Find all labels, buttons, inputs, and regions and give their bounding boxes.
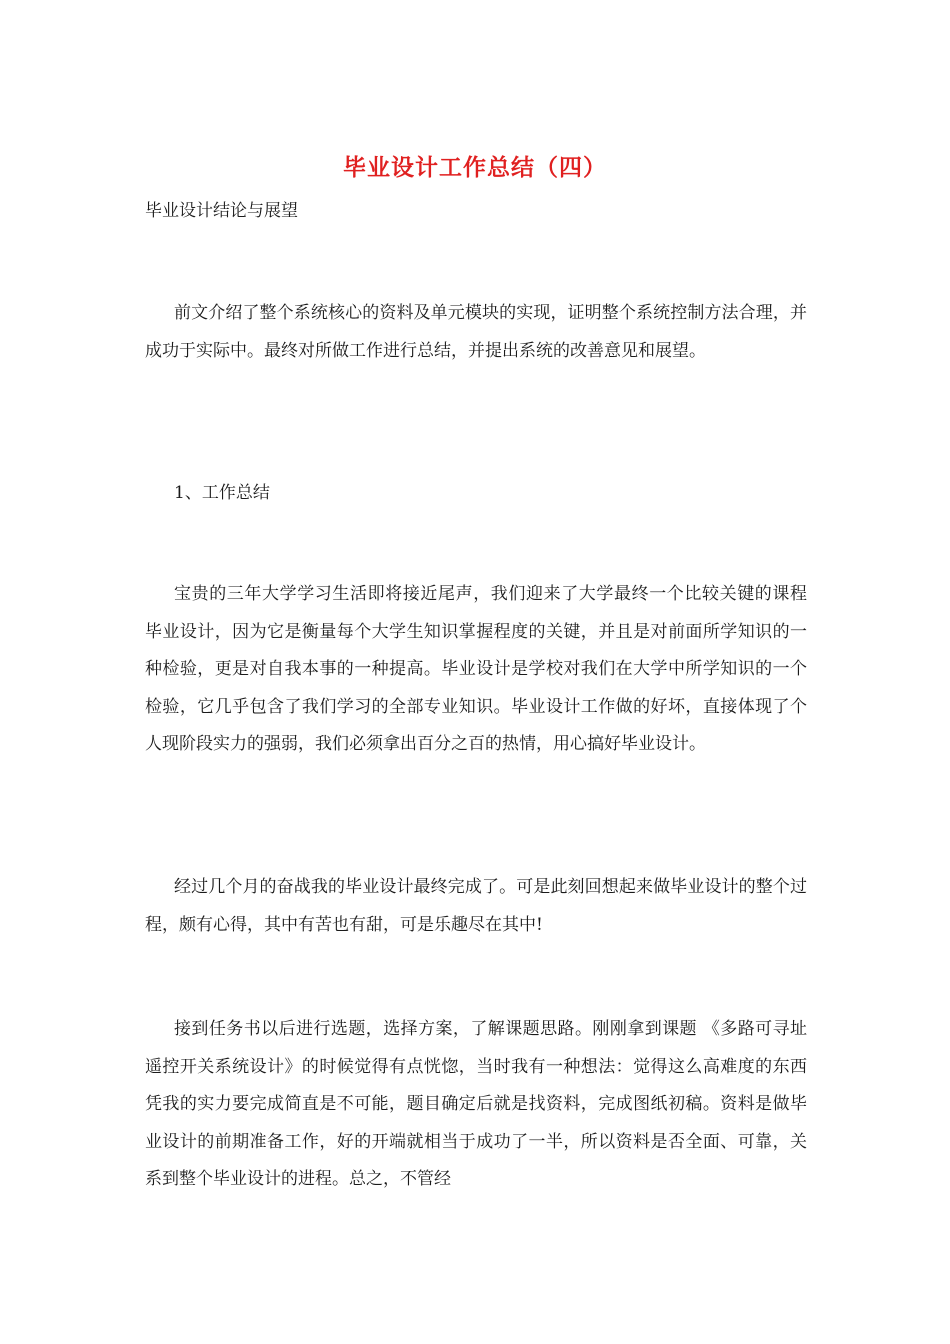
paragraph-university-life: 宝贵的三年大学学习生活即将接近尾声，我们迎来了大学最终一个比较关键的课程 毕业设计，因为它是衡量每个大学生知识掌握程度的关键，并且是对前面所学知识的一种检验，更是对自我本事的一种提高。毕业设计是学校对我们在大学中所学知识的一个检验，它几乎包含了我们学习的全部专业知识。毕业设计工作做的好坏，直接体现了个人现阶段实力的强弱，我们必须拿出百分之百的热情，用心搞好毕业设计。: [145, 584, 807, 754]
paragraph-topic-selection: 接到任务书以后进行选题，选择方案，了解课题思路。刚刚拿到课题 《多路可寻址遥控开关系统设计》的时候觉得有点恍惚，当时我有一种想法：觉得这么高难度的东西凭我的实力要完成简直是不可能，题目确定后就是找资料，完成图纸初稿。资料是做毕业设计的前期准备工作，好的开端就相当于成功了一半，所以资料是否全面、可靠，关系到整个毕业设计的进程。总之，不管经: [145, 1019, 807, 1189]
section-heading-work-summary: 1、工作总结: [174, 483, 270, 503]
paragraph-completion: 经过几个月的奋战我的毕业设计最终完成了。可是此刻回想起来做毕业设计的整个过程，颇有心得，其中有苦也有甜，可是乐趣尽在其中!: [145, 877, 807, 935]
document-subtitle: 毕业设计结论与展望: [145, 201, 298, 221]
paragraph-intro: 前文介绍了整个系统核心的资料及单元模块的实现，证明整个系统控制方法合理，并成功于实际中。最终对所做工作进行总结，并提出系统的改善意见和展望。: [145, 303, 807, 361]
document-title: 毕业设计工作总结（四）: [343, 154, 607, 181]
